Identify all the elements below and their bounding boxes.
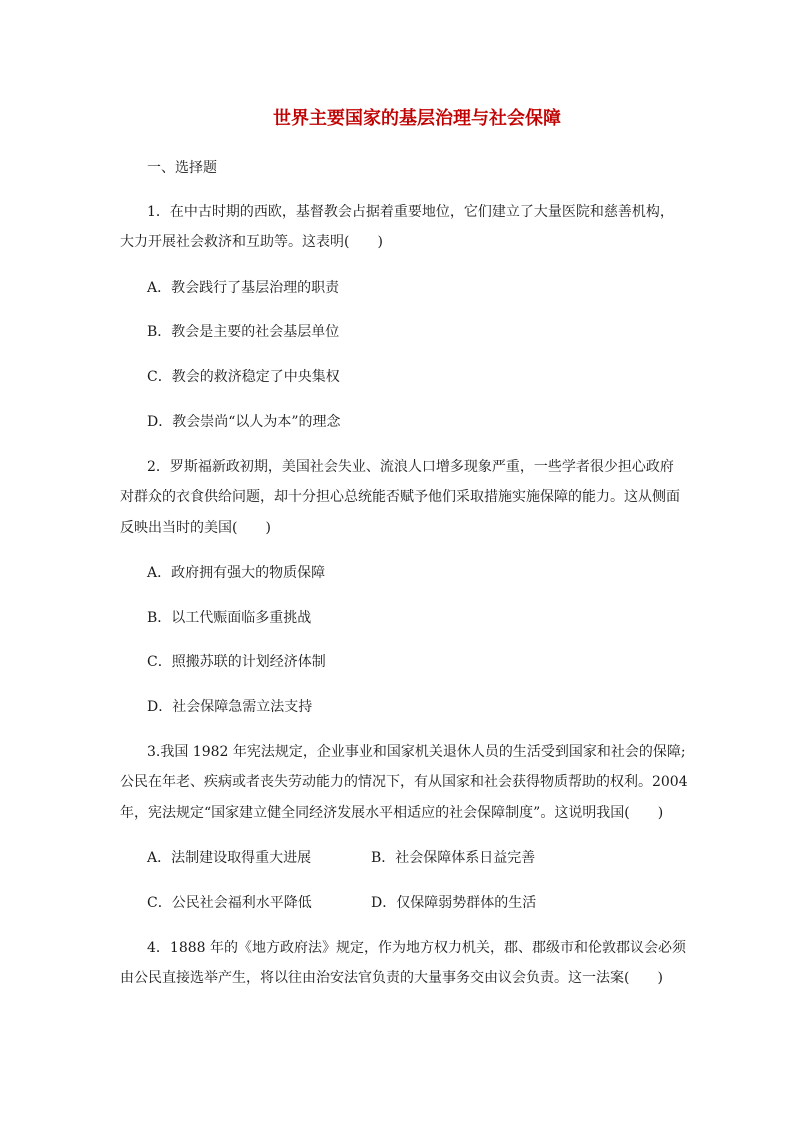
question-2-option-c: C．照搬苏联的计划经济体制 bbox=[147, 654, 326, 670]
question-2-option-a: A．政府拥有强大的物质保障 bbox=[147, 565, 326, 581]
question-4-line-1: 4．1888 年的《地方政府法》规定，作为地方权力机关，郡、郡级市和伦敦郡议会必须 bbox=[147, 940, 686, 956]
question-3-option-d: D．仅保障弱势群体的生活 bbox=[371, 895, 537, 911]
question-1-option-a: A．教会践行了基层治理的职责 bbox=[147, 280, 340, 296]
question-2-line-2: 对群众的衣食供给问题，却十分担心总统能否赋予他们采取措施实施保障的能力。这从侧面 bbox=[120, 489, 680, 505]
section-heading: 一、选择题 bbox=[147, 160, 217, 176]
question-1-option-b: B．教会是主要的社会基层单位 bbox=[147, 324, 340, 340]
question-3-option-a: A．法制建设取得重大进展 bbox=[147, 850, 312, 866]
question-2-option-d: D．社会保障急需立法支持 bbox=[147, 699, 313, 715]
question-1-line-2: 大力开展社会救济和互助等。这表明( ) bbox=[120, 234, 383, 250]
question-3-line-3: 年，宪法规定“国家建立健全同经济发展水平相适应的社会保障制度”。这说明我国( ) bbox=[120, 805, 664, 821]
question-3-line-2: 公民在年老、疾病或者丧失劳动能力的情况下，有从国家和社会获得物质帮助的权利。2004 bbox=[120, 774, 688, 790]
question-2-line-1: 2．罗斯福新政初期，美国社会失业、流浪人口增多现象严重，一些学者很少担心政府 bbox=[147, 459, 674, 475]
question-3-line-1: 3.我国 1982 年宪法规定，企业事业和国家机关退休人员的生活受到国家和社会的保障; bbox=[147, 744, 686, 760]
question-3-option-c: C．公民社会福利水平降低 bbox=[147, 895, 312, 911]
question-1-option-c: C．教会的救济稳定了中央集权 bbox=[147, 369, 340, 385]
question-4-line-2: 由公民直接选举产生，将以往由治安法官负责的大量事务交由议会负责。这一法案( ) bbox=[120, 970, 663, 986]
question-2-line-3: 反映出当时的美国( ) bbox=[120, 520, 271, 536]
question-1-line-1: 1．在中古时期的西欧，基督教会占据着重要地位，它们建立了大量医院和慈善机构， bbox=[147, 204, 674, 220]
question-1-option-d: D．教会崇尚“以人为本”的理念 bbox=[147, 414, 341, 430]
question-3-option-b: B．社会保障体系日益完善 bbox=[371, 850, 536, 866]
question-2-option-b: B．以工代赈面临多重挑战 bbox=[147, 610, 312, 626]
document-title: 世界主要国家的基层治理与社会保障 bbox=[273, 108, 561, 129]
